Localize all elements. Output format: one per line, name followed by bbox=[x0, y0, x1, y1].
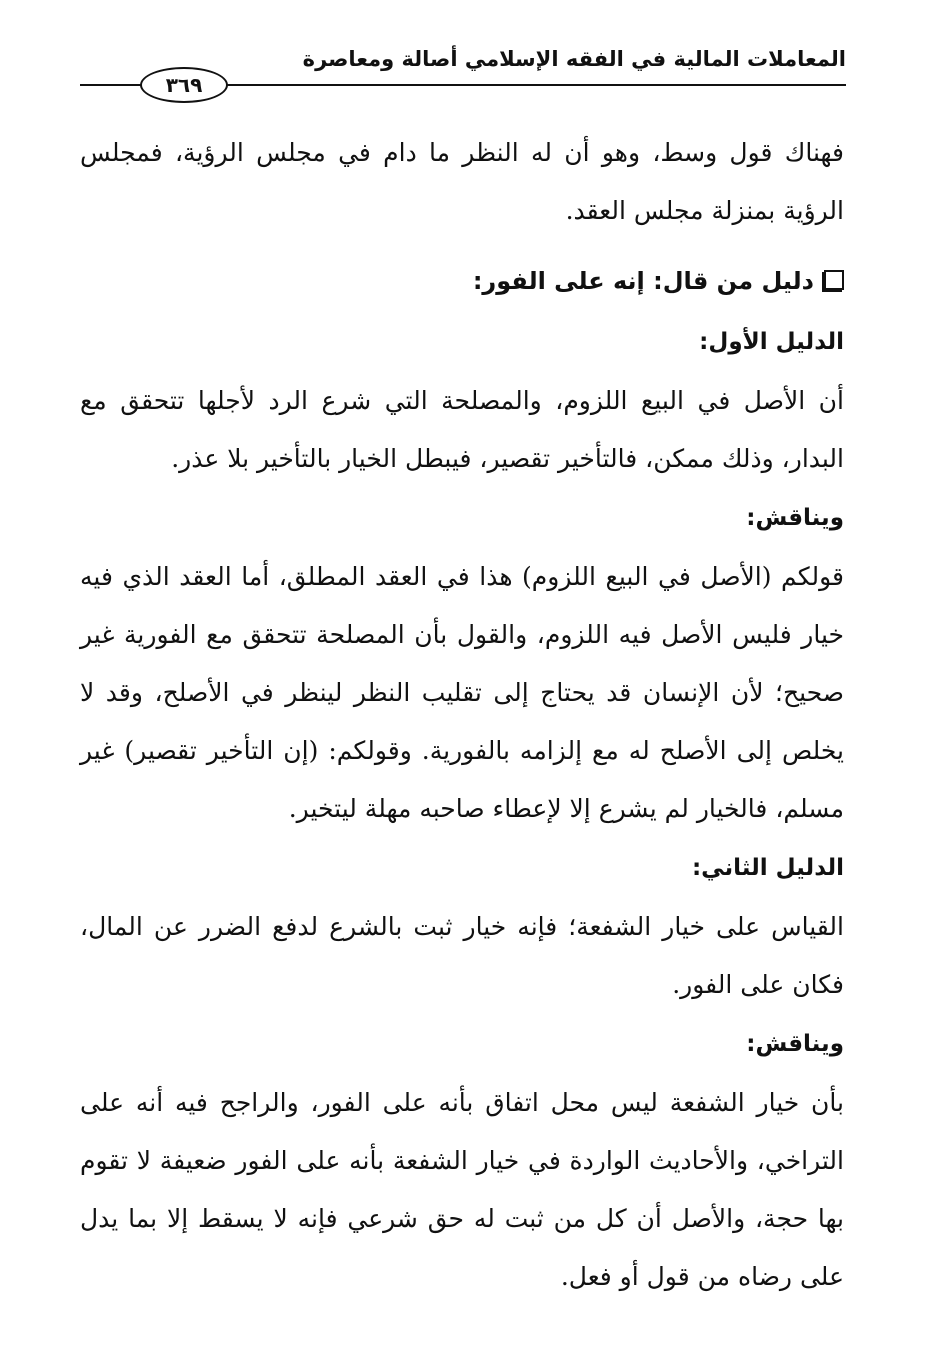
discussion-2-heading: ويناقش: bbox=[746, 1031, 844, 1057]
page-content bbox=[80, 124, 844, 1306]
evidence-1-text: أن الأصل في البيع اللزوم، والمصلحة التي شرع الرد لأجلها تتحقق مع البدار، وذلك ممكن، فالتأخير تقصير، فيبطل الخيار بالتأخير بلا عذر. bbox=[80, 386, 844, 473]
section-heading-text: دليل من قال: إنه على الفور: bbox=[472, 267, 814, 295]
discussion-2-text: بأن خيار الشفعة ليس محل اتفاق بأنه على الفور، والراجح فيه أنه على التراخي، والأحاديث الواردة في خيار الشفعة بأنه على الفور ضعيفة لا تقوم بها حجة، والأصل أن كل من ثبت له حق شرعي فإنه لا يسقط إلا بما يدل على رضاه من قول أو فعل. bbox=[80, 1088, 844, 1291]
evidence-2-text: القياس على خيار الشفعة؛ فإنه خيار ثبت بالشرع لدفع الضرر عن المال، فكان على الفور. bbox=[80, 912, 844, 999]
square-bullet-icon bbox=[824, 270, 844, 290]
running-title: المعاملات المالية في الفقه الإسلامي أصالة ومعاصرة bbox=[302, 47, 846, 71]
paragraph-middle-opinion: فهناك قول وسط، وهو أن له النظر ما دام في مجلس الرؤية، فمجلس الرؤية بمنزلة مجلس العقد. bbox=[80, 138, 844, 225]
evidence-1-heading: الدليل الأول: bbox=[699, 329, 844, 355]
evidence-2-heading: الدليل الثاني: bbox=[691, 855, 844, 881]
section-heading bbox=[80, 250, 844, 312]
discussion-1-text: قولكم (الأصل في البيع اللزوم) هذا في العقد المطلق، أما العقد الذي فيه خيار فليس الأصل فيه اللزوم، والقول بأن المصلحة تتحقق مع الفورية غير صحيح؛ لأن الإنسان قد يحتاج إلى تقليب النظر لينظر في الأصلح، وقد لا يخلص إلى الأصلح له مع إلزامه بالفورية. وقولكم: (إن التأخير تقصير) غير مسلم، فالخيار لم يشرع إلا لإعطاء صاحبه مهلة ليتخير. bbox=[80, 562, 844, 823]
discussion-1-heading: ويناقش: bbox=[746, 505, 844, 531]
page-number: ٣٦٩ bbox=[140, 67, 228, 103]
